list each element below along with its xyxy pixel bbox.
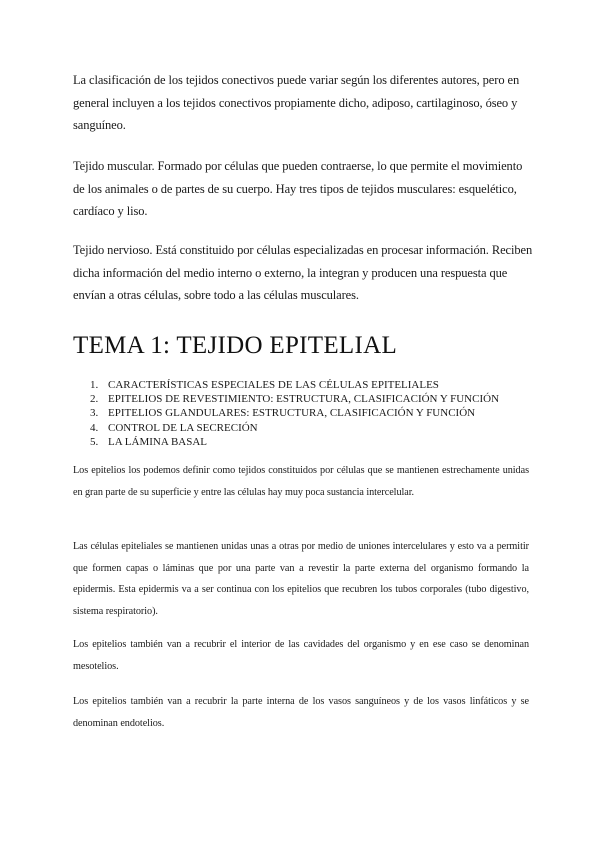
topic-list-item xyxy=(90,378,530,392)
topic-label: EPITELIOS DE REVESTIMIENTO: ESTRUCTURA, CLASIFICACIÓN Y FUNCIÓN xyxy=(108,393,500,406)
topic-label: CONTROL DE LA SECRECIÓN xyxy=(108,421,258,434)
paragraph-definicion-epitelios: Los epitelios los podemos definir como tejidos constituidos por células que se mantienen estrechamente unidas en gran parte de su superficie y entre las células hay muy poca sustancia intercelular. xyxy=(73,465,529,498)
topic-label: EPITELIOS GLANDULARES: ESTRUCTURA, CLASIFICACIÓN Y FUNCIÓN xyxy=(108,407,476,420)
paragraph-endotelios: Los epitelios también van a recubrir la parte interna de los vasos sanguíneos y de los vasos linfáticos y se denominan endotelios. xyxy=(73,696,529,729)
topic-label: LA LÁMINA BASAL xyxy=(108,435,208,448)
paragraph-tejido-muscular: Tejido muscular. Formado por células que pueden contraerse, lo que permite el movimiento de los animales o de partes de su cuerpo. Hay tres tipos de tejidos musculares: esquelético, cardíaco y liso. xyxy=(73,159,523,218)
topic-label: CARACTERÍSTICAS ESPECIALES DE LAS CÉLULAS EPITELIALES xyxy=(108,379,439,391)
topic-list-item xyxy=(90,392,530,406)
topic-number: 1. xyxy=(90,379,99,391)
topic-number: 3. xyxy=(90,407,99,420)
topic-number: 2. xyxy=(90,393,99,406)
topic-list-item xyxy=(90,435,530,449)
paragraph-uniones-intercelulares: Las células epiteliales se mantienen unidas unas a otras por medio de uniones intercelulares y esto va a permitir que formen capas o láminas que por una parte van a revestir la parte externa del organismo formando la epidermis. Esta epidermis va a ser continua con los epitelios que recubren los tubos corporales (tubo digestivo, sistema respiratorio). xyxy=(73,541,529,617)
topic-number: 5. xyxy=(90,435,99,448)
topic-list xyxy=(90,378,530,449)
topic-number: 4. xyxy=(90,421,99,434)
paragraph-mesotelios: Los epitelios también van a recubrir el interior de las cavidades del organismo y en ese caso se denominan mesotelios. xyxy=(73,639,529,672)
topic-list-item xyxy=(90,421,530,435)
topic-list-item xyxy=(90,406,530,420)
paragraph-tejidos-conectivos: La clasificación de los tejidos conectivos puede variar según los diferentes autores, pero en general incluyen a los tejidos conectivos propiamente dicho, adiposo, cartilaginoso, óseo y sanguíneo. xyxy=(73,73,520,132)
section-heading: TEMA 1: TEJIDO EPITELIAL xyxy=(73,332,398,359)
paragraph-tejido-nervioso: Tejido nervioso. Está constituido por células especializadas en procesar información. Reciben dicha información del medio interno o externo, la integran y producen una respuesta que envían a otras células, sobre todo a las células musculares. xyxy=(73,243,533,302)
